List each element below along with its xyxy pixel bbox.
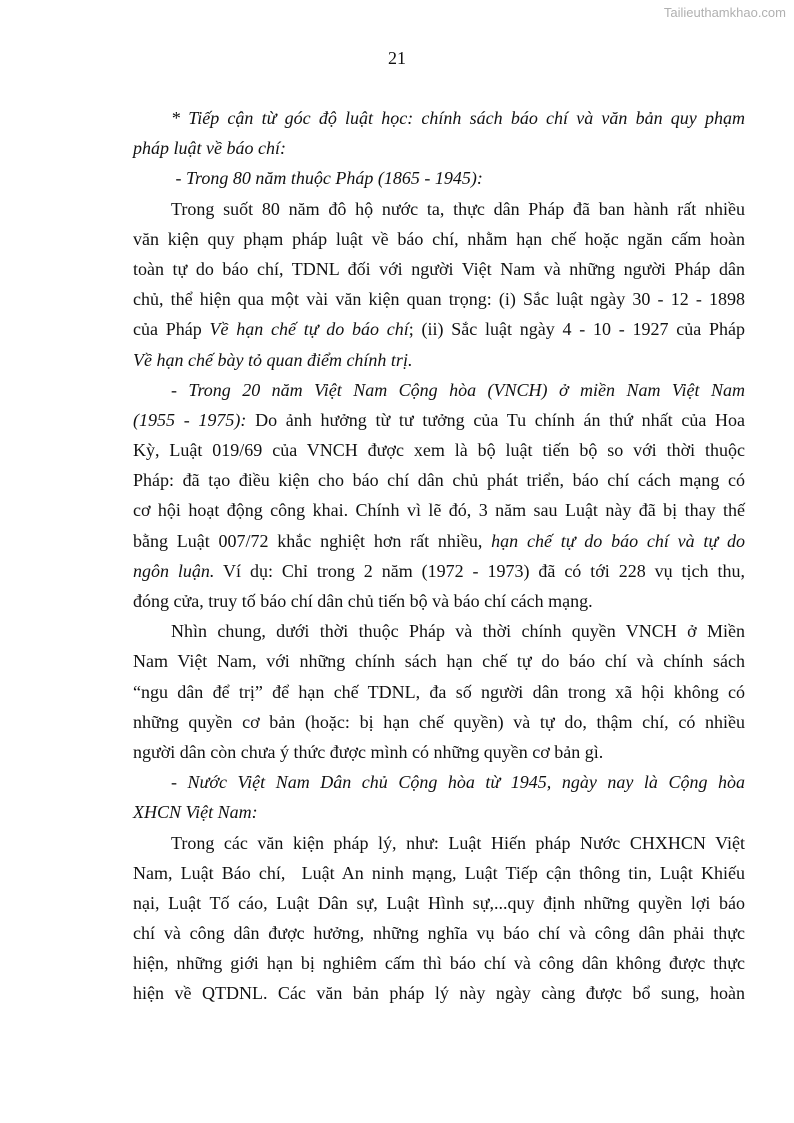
text-segment: đóng cửa, truy tố báo chí dân chủ tiến bộ và báo chí cách mạng. (133, 591, 593, 611)
text-segment: ; (ii) Sắc luật ngày 4 - 10 - 1927 của Pháp (408, 319, 745, 340)
text-segment: cơ hội hoạt động công khai. Chính vì lẽ đó, 3 năm sau Luật này đã bị thay thế (133, 500, 745, 521)
text-line (133, 797, 745, 827)
text-segment: Ví dụ: Chỉ trong 2 năm (1972 - 1973) đã có tới 228 vụ tịch thu, (214, 560, 745, 581)
text-segment: nại, Luật Tố cáo, Luật Dân sự, Luật Hình sự,...quy định những quyền lợi báo (133, 892, 745, 913)
text-line (133, 314, 745, 344)
text-segment: toàn tự do báo chí, TDNL đối với người Việt Nam và những người Pháp dân (133, 258, 745, 279)
text-segment: hiện về QTDNL. Các văn bản pháp lý này ngày càng được bổ sung, hoàn (133, 983, 745, 1004)
text-segment: Nam Việt Nam, với những chính sách hạn chế tự do báo chí và chính sách (133, 651, 745, 672)
italic-text: * Tiếp cận từ góc độ luật học: chính sách báo chí và văn bản quy phạm (171, 108, 745, 128)
text-line (133, 918, 745, 948)
watermark: Tailieuthamkhao.com (663, 5, 786, 20)
italic-text: - Nước Việt Nam Dân chủ Cộng hòa từ 1945, ngày nay là Cộng hòa (171, 772, 745, 793)
text-segment: Pháp: đã tạo điều kiện cho báo chí dân chủ phát triển, báo chí cách mạng có (133, 470, 745, 491)
text-segment: Nam, Luật Báo chí, Luật An ninh mạng, Luật Tiếp cận thông tin, Luật Khiếu (133, 862, 745, 883)
italic-text: XHCN Việt Nam: (133, 802, 258, 823)
text-line (133, 586, 745, 616)
italic-text: - Trong 20 năm Việt Nam Cộng hòa (VNCH) ở miền Nam Việt Nam (171, 379, 745, 400)
text-line (133, 737, 745, 767)
text-segment: chí và công dân được hưởng, những nghĩa vụ báo chí và công dân phải thực (133, 923, 745, 944)
italic-text: hạn chế tự do báo chí và tự do (491, 530, 745, 551)
text-line (133, 163, 745, 193)
paragraph (133, 616, 745, 767)
text-line (133, 767, 745, 797)
text-line (133, 194, 745, 224)
text-line (133, 556, 745, 586)
text-line (133, 375, 745, 405)
paragraph (133, 828, 745, 1009)
text-line (133, 677, 745, 707)
text-line (133, 526, 745, 556)
text-segment: Kỳ, Luật 019/69 của VNCH được xem là bộ luật tiến bộ so với thời thuộc (133, 440, 745, 461)
text-line (133, 254, 745, 284)
text-line (133, 103, 745, 133)
text-segment: người dân còn chưa ý thức được mình có những quyền cơ bản gì. (133, 741, 604, 762)
text-segment: bằng Luật 007/72 khắc nghiệt hơn rất nhiều, (133, 530, 492, 551)
text-line (133, 133, 745, 163)
text-line (133, 435, 745, 465)
paragraph (133, 767, 745, 827)
text-line (133, 465, 745, 495)
text-segment: của Pháp (133, 319, 210, 340)
text-segment: những quyền cơ bản (hoặc: bị hạn chế quyền) và tự do, thậm chí, có nhiều (133, 711, 745, 732)
text-line (133, 495, 745, 525)
text-line (133, 978, 745, 1008)
text-segment: văn kiện quy phạm pháp luật về báo chí, nhằm hạn chế hoặc ngăn cấm hoàn (133, 228, 745, 249)
text-line (133, 284, 745, 314)
text-segment: chủ, thể hiện qua một vài văn kiện quan trọng: (i) Sắc luật ngày 30 - 12 - 1898 (133, 289, 745, 310)
italic-text: Về hạn chế tự do báo chí (209, 319, 409, 340)
text-line (133, 858, 745, 888)
text-line (133, 828, 745, 858)
italic-text: - Trong 80 năm thuộc Pháp (1865 - 1945): (171, 168, 483, 189)
paragraph (133, 103, 745, 163)
page-number: 21 (388, 48, 406, 68)
text-line (133, 345, 745, 375)
text-line (133, 224, 745, 254)
text-line (133, 646, 745, 676)
text-segment: hiện, những giới hạn bị nghiêm cấm thì báo chí và công dân không được thực (133, 953, 745, 974)
text-segment: Trong suốt 80 năm đô hộ nước ta, thực dân Pháp đã ban hành rất nhiều (171, 198, 745, 219)
italic-text: pháp luật về báo chí: (133, 138, 286, 159)
text-segment: Do ảnh hưởng từ tư tưởng của Tu chính án thứ nhất của Hoa (246, 409, 745, 430)
italic-text: (1955 - 1975): (133, 409, 247, 430)
italic-text: Về hạn chế bày tỏ quan điểm chính trị. (133, 349, 413, 370)
paragraph (133, 375, 745, 617)
text-segment: “ngu dân để trị” để hạn chế TDNL, đa số người dân trong xã hội không có (133, 681, 745, 702)
text-line (133, 707, 745, 737)
italic-text: ngôn luận. (133, 560, 215, 581)
text-segment: Trong các văn kiện pháp lý, như: Luật Hiến pháp Nước CHXHCN Việt (171, 832, 745, 853)
text-line (133, 888, 745, 918)
document-body (133, 103, 745, 1009)
text-line (133, 616, 745, 646)
paragraph (133, 194, 745, 375)
text-segment: Nhìn chung, dưới thời thuộc Pháp và thời chính quyền VNCH ở Miền (171, 621, 745, 642)
text-line (133, 405, 745, 435)
paragraph (133, 163, 745, 193)
text-line (133, 948, 745, 978)
